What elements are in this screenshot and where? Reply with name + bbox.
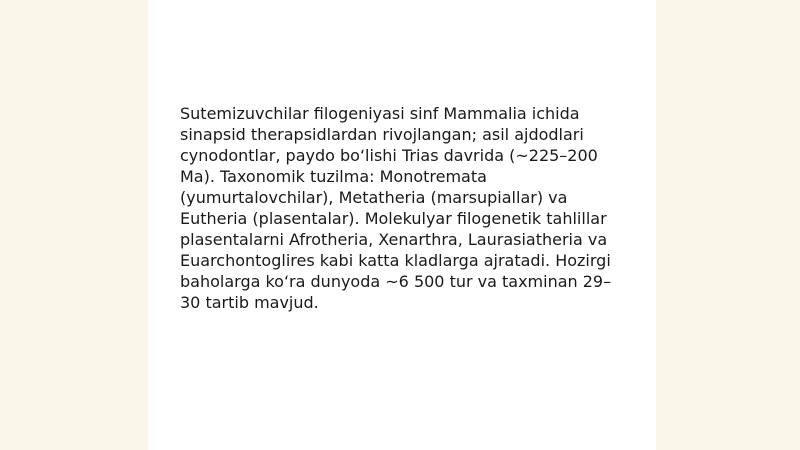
document-page: [148, 0, 656, 450]
body-paragraph: Sutemizuvchilar filogeniyasi sinf Mammalia ichida sinapsid therapsidlardan rivojlangan; asil ajdodlari cynodontlar, paydo bo‘lishi Trias davrida (~225–200 Ma). Taxonomik tuzilma: Monotremata (yumurtalovchilar), Metatheria (marsupiallar) va Eutheria (plasentalar). Molekulyar filogenetik tahlillar plasentalarni Afrotheria, Xenarthra, Laurasiatheria va Euarchontoglires kabi katta kladlarga ajratadi. Hozirgi baholarga ko‘ra dunyoda ~6 500 tur va taxminan 29–30 tartib mavjud.: [180, 104, 612, 312]
